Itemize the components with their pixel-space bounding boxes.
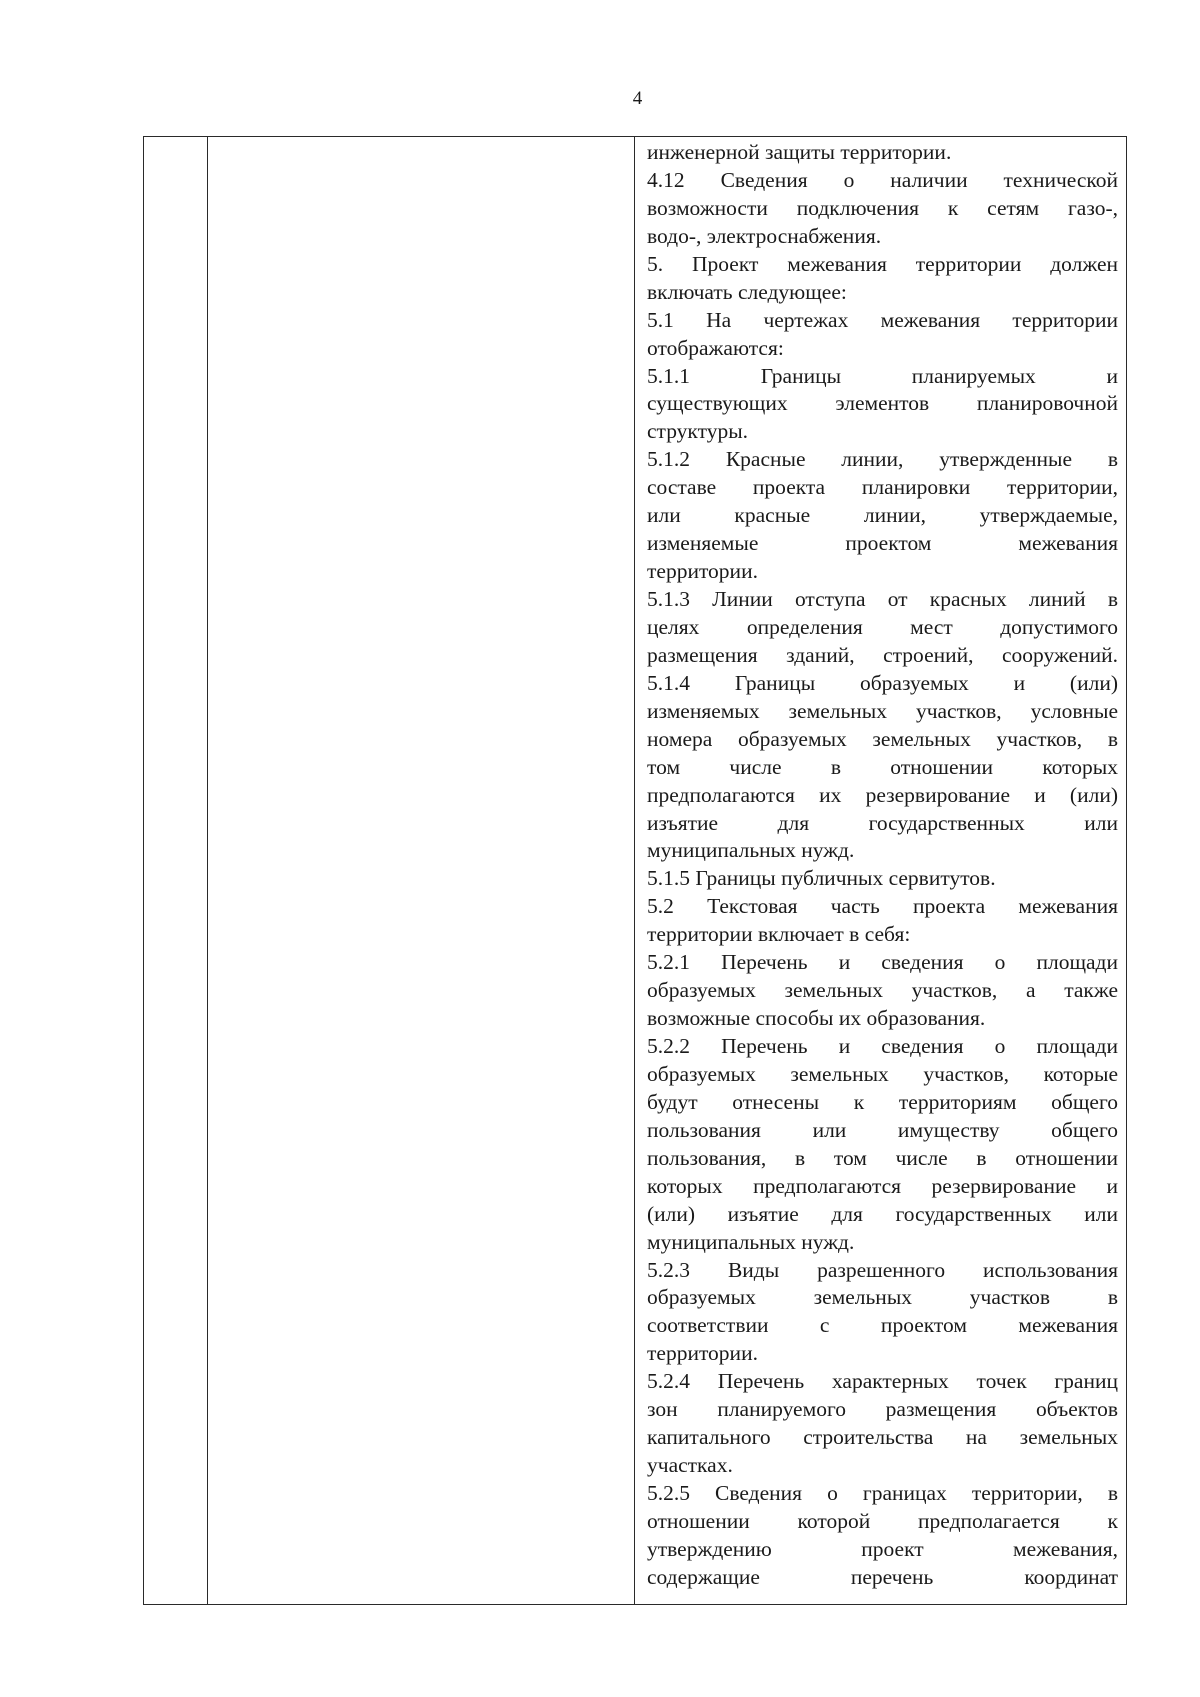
text-line: 5.2.2 Перечень и сведения о площади (647, 1034, 1118, 1058)
text-line: образуемых земельных участков в (647, 1285, 1118, 1310)
text-line: пользования или имуществу общего (647, 1117, 1118, 1142)
text-line: возможные способы их образования. (647, 1006, 986, 1031)
text-line: возможности подключения к сетям газо-, (647, 195, 1118, 220)
text-line: муниципальных нужд. (647, 838, 855, 863)
text-line: участках. (647, 1453, 733, 1478)
text-line: предполагаются их резервирование и (или) (647, 782, 1118, 807)
text-line: том числе в отношении которых (647, 754, 1118, 779)
text-line: 5.2.3 Виды разрешенного использования (647, 1257, 1118, 1282)
text-line: изменяемых земельных участков, условные (647, 698, 1118, 723)
text-line: территории включает в себя: (647, 922, 911, 947)
text-line: пользования, в том числе в отношении (647, 1145, 1118, 1170)
text-line: утверждению проект межевания, (647, 1536, 1118, 1561)
text-line: отображаются: (647, 335, 784, 360)
text-line: изъятие для государственных или (647, 810, 1118, 835)
table-column-name (208, 137, 635, 1604)
text-line: водо-, электроснабжения. (647, 223, 882, 248)
text-line: 5.1.3 Линии отступа от красных линий в (647, 587, 1118, 611)
text-line: структуры. (647, 419, 749, 444)
text-line: 5.1.1 Границы планируемых и (647, 363, 1118, 388)
text-line: целях определения мест допустимого (647, 614, 1118, 639)
text-line: образуемых земельных участков, которые (647, 1061, 1118, 1086)
text-line: существующих элементов планировочной (647, 391, 1118, 416)
text-line: 5. Проект межевания территории должен (647, 251, 1118, 276)
text-line: зон планируемого размещения объектов (647, 1397, 1118, 1422)
text-line: 5.2.5 Сведения о границах территории, в (647, 1481, 1118, 1505)
table-column-number (144, 137, 208, 1604)
text-line: территории. (647, 1341, 758, 1366)
text-line: 5.2.4 Перечень характерных точек границ (647, 1369, 1118, 1394)
text-line: капитального строительства на земельных (647, 1425, 1118, 1450)
page-number: 4 (632, 88, 643, 109)
text-line: образуемых земельных участков, а также (647, 978, 1118, 1003)
text-line: отношении которой предполагается к (647, 1508, 1118, 1533)
text-line: соответствии с проектом межевания (647, 1313, 1118, 1338)
text-line: содержащие перечень координат (647, 1564, 1118, 1589)
text-line: муниципальных нужд. (647, 1229, 855, 1254)
text-line: номера образуемых земельных участков, в (647, 726, 1118, 751)
text-line: 5.1.5 Границы публичных сервитутов. (647, 866, 996, 891)
text-line: 5.2 Текстовая часть проекта межевания (647, 894, 1118, 919)
text-line: или красные линии, утверждаемые, (647, 503, 1118, 528)
text-line: (или) изъятие для государственных или (647, 1201, 1118, 1226)
text-line: изменяемые проектом межевания (647, 531, 1118, 556)
text-line: размещения зданий, строений, сооружений. (647, 642, 1118, 667)
text-line: инженерной защиты территории. (647, 140, 952, 164)
text-line: 5.1.2 Красные линии, утвержденные в (647, 447, 1118, 472)
text-line: 4.12 Сведения о наличии технической (647, 167, 1118, 192)
text-line: 5.2.1 Перечень и сведения о площади (647, 950, 1118, 975)
text-line: территории. (647, 559, 758, 584)
text-line: 5.1.4 Границы образуемых и (или) (647, 670, 1118, 695)
text-line: 5.1 На чертежах межевания территории (647, 307, 1118, 332)
document-table (143, 136, 1127, 1605)
table-column-content (635, 137, 1128, 1604)
text-line: которых предполагаются резервирование и (647, 1173, 1118, 1198)
text-line: составе проекта планировки территории, (647, 475, 1118, 500)
text-line: будут отнесены к территориям общего (647, 1089, 1118, 1114)
text-line: включать следующее: (647, 279, 847, 304)
